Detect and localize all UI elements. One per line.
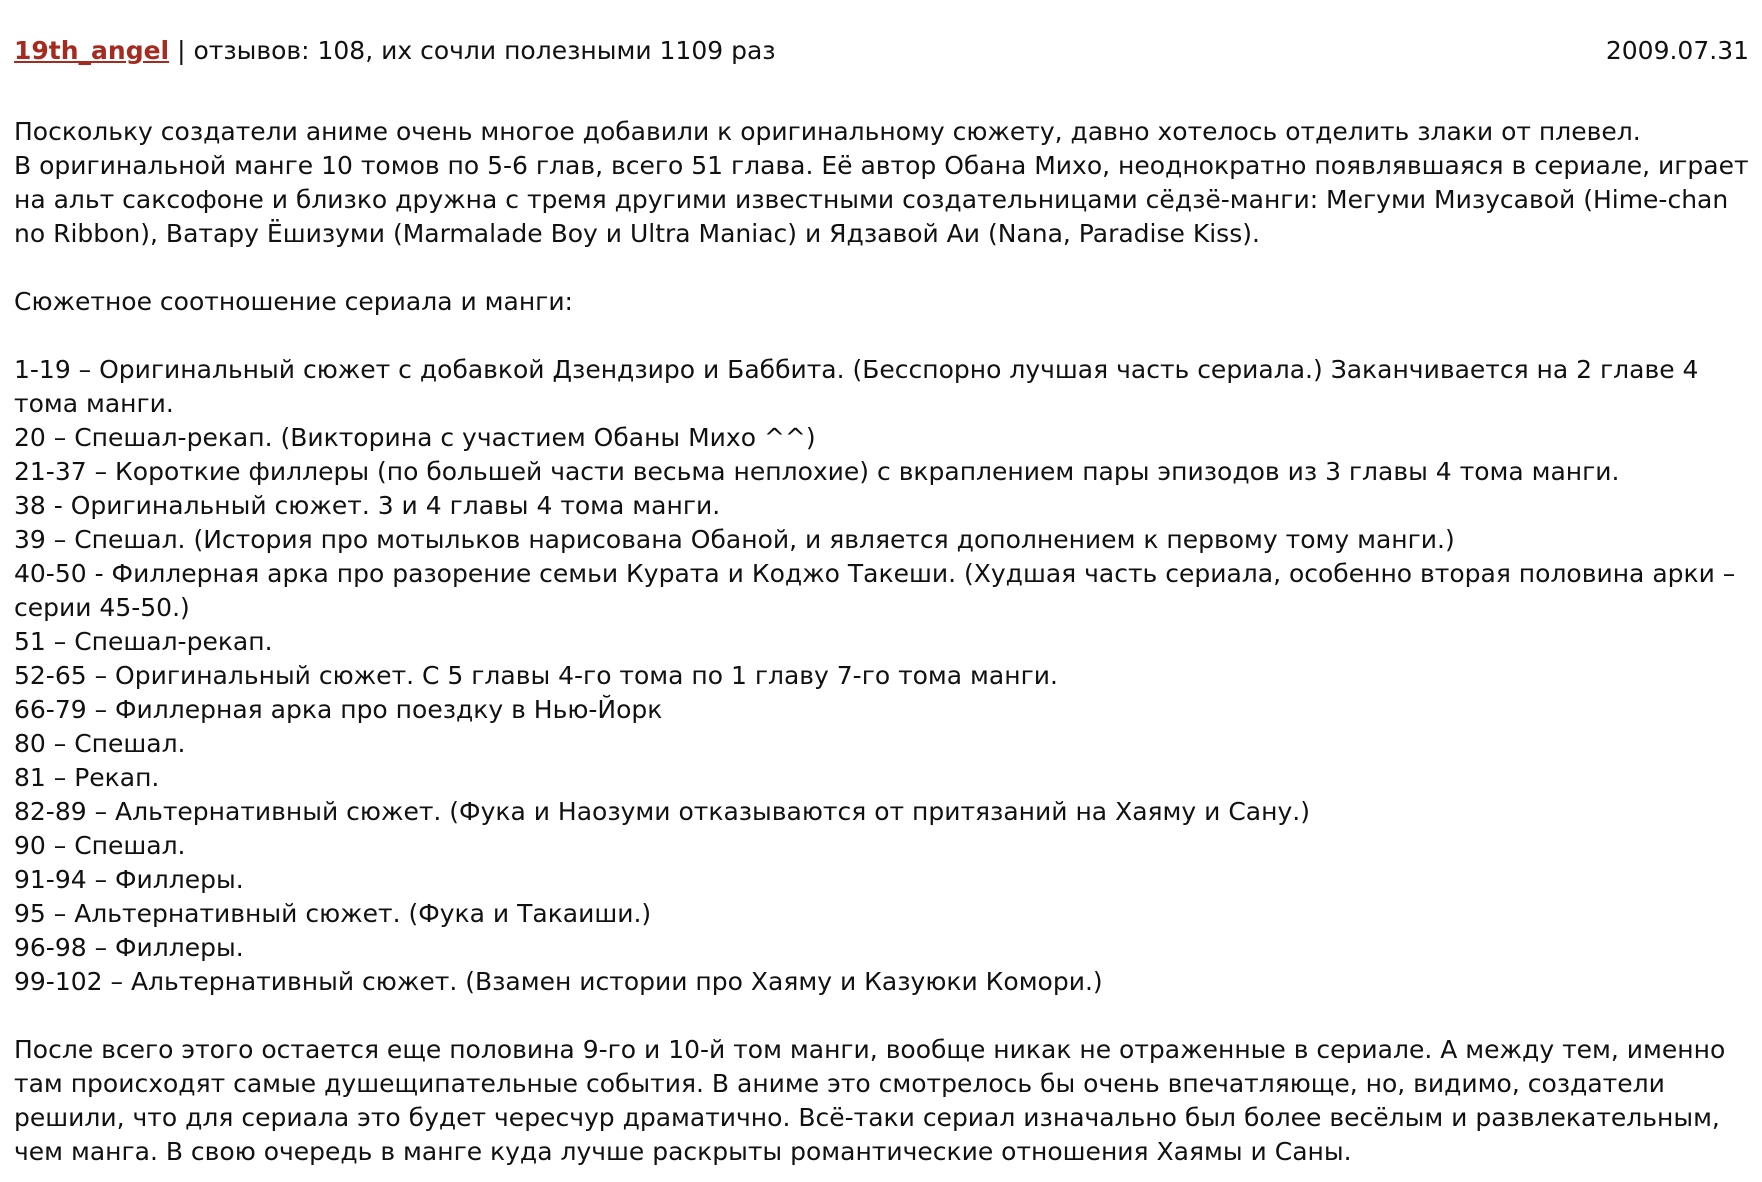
episode-line: 80 – Спешал.: [14, 729, 186, 758]
paragraph-gap: [14, 251, 1749, 285]
author-link[interactable]: 19th_angel: [14, 36, 170, 65]
episode-line: 39 – Спешал. (История про мотыльков нарисована Обаной, и является дополнением к первому тому манги.): [14, 525, 1455, 554]
paragraph-gap: [14, 319, 1749, 353]
episode-line: 51 – Спешал-рекап.: [14, 627, 273, 656]
paragraph-gap: [14, 999, 1749, 1033]
intro-line: В оригинальной манге 10 томов по 5-6 глав, всего 51 глава. Её автор Обана Михо, неоднократно появлявшаяся в сериале, играет на альт саксофоне и близко дружна с тремя другими известными создательницами сёдзё-манги: Мегуми Мизусавой (Hime-chan no Ribbon), Ватару Ёшизуми (Marmalade Boy и Ultra Maniac) и Ядзавой Аи (Nana, Paradise Kiss).: [14, 151, 1749, 248]
review-date: 2009.07.31: [1605, 36, 1749, 65]
intro-paragraph: [14, 115, 1749, 251]
episode-line: 90 – Спешал.: [14, 831, 186, 860]
episode-line: 82-89 – Альтернативный сюжет. (Фука и Наозуми отказываются от притязаний на Хаяму и Сану.): [14, 797, 1310, 826]
list-heading: Сюжетное соотношение сериала и манги:: [14, 287, 573, 316]
episode-list: [14, 353, 1749, 999]
episode-line: 99-102 – Альтернативный сюжет. (Взамен истории про Хаяму и Казуюки Комори.): [14, 967, 1103, 996]
review-header: [14, 34, 1749, 68]
episode-line: 95 – Альтернативный сюжет. (Фука и Такаиши.): [14, 899, 652, 928]
episode-line: 91-94 – Филлеры.: [14, 865, 244, 894]
episode-line: 1-19 – Оригинальный сюжет с добавкой Дзендзиро и Баббита. (Бесспорно лучшая часть сериала.) Заканчивается на 2 главе 4 тома манги.: [14, 355, 1699, 418]
episode-line: 96-98 – Филлеры.: [14, 933, 244, 962]
intro-line: Поскольку создатели аниме очень многое добавили к оригинальному сюжету, давно хотелось отделить злаки от плевел.: [14, 117, 1641, 146]
review-card: [14, 34, 1749, 1169]
episode-line: 52-65 – Оригинальный сюжет. С 5 главы 4-го тома по 1 главу 7-го тома манги.: [14, 661, 1058, 690]
episode-line: 40-50 - Филлерная арка про разорение семьи Курата и Коджо Такеши. (Худшая часть сериала, особенно вторая половина арки – серии 45-50.): [14, 559, 1736, 622]
conclusion-paragraph: После всего этого остается еще половина 9-го и 10-й том манги, вообще никак не отраженные в сериале. А между тем, именно там происходят самые душещипательные события. В аниме это смотрелось бы очень впечатляюще, но, видимо, создатели решили, что для сериала это будет чересчур драматично. Всё-таки сериал изначально был более весёлым и развлекательным, чем манга. В свою очередь в манге куда лучше раскрыты романтические отношения Хаямы и Саны.: [14, 1035, 1726, 1166]
header-separator: |: [169, 36, 194, 65]
review-stats: отзывов: 108, их сочли полезными 1109 раз: [193, 36, 776, 65]
episode-line: 38 - Оригинальный сюжет. 3 и 4 главы 4 тома манги.: [14, 491, 721, 520]
episode-line: 81 – Рекап.: [14, 763, 160, 792]
review-body: [14, 115, 1749, 1169]
episode-line: 21-37 – Короткие филлеры (по большей части весьма неплохие) с вкраплением пары эпизодов из 3 главы 4 тома манги.: [14, 457, 1620, 486]
episode-line: 20 – Спешал-рекап. (Викторина с участием Обаны Михо ^^): [14, 423, 816, 452]
episode-line: 66-79 – Филлерная арка про поездку в Нью-Йорк: [14, 695, 663, 724]
